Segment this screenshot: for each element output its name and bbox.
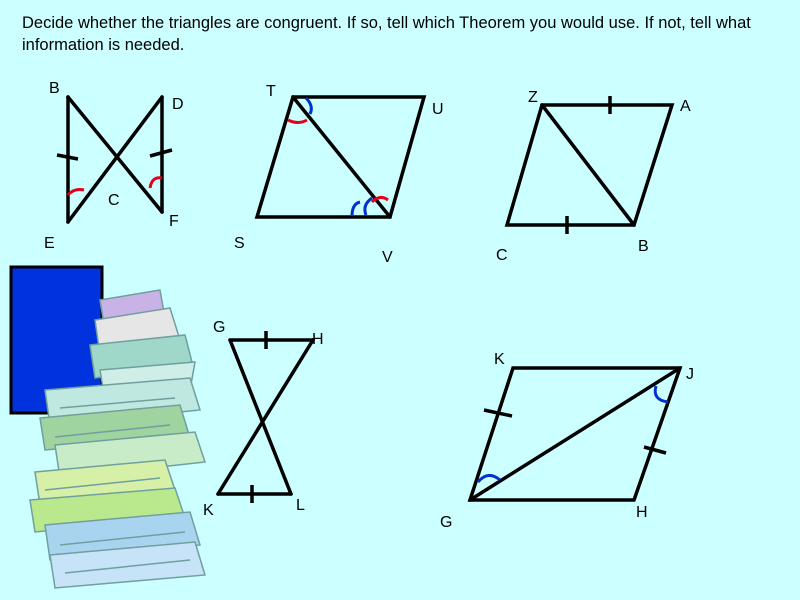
figure-quad-kjgh: [440, 351, 694, 531]
vertex-label-v: V: [382, 249, 393, 266]
tick-mark-jh: [644, 447, 666, 453]
vertex-label-h: H: [312, 331, 324, 348]
vertex-label-e: E: [44, 235, 55, 252]
vertex-label-t: T: [266, 83, 276, 100]
figure-quad-zacb: [496, 89, 691, 264]
vertex-label-h2: H: [636, 504, 648, 521]
segment-hk: [218, 340, 313, 494]
diagonal-zb: [542, 105, 634, 225]
vertex-label-g: G: [213, 319, 226, 336]
angle-mark-g: [478, 475, 500, 482]
angle-mark-v-red: [372, 197, 388, 202]
vertex-label-s: S: [234, 235, 245, 252]
angle-mark-e: [68, 190, 84, 195]
angle-mark-v-blue-2: [365, 198, 372, 215]
vertex-label-u: U: [432, 101, 444, 118]
diagonal-gj: [470, 368, 680, 500]
vertex-label-b: B: [49, 80, 60, 97]
vertex-label-g2: G: [440, 514, 453, 531]
figure-quad-tsuv: [234, 83, 444, 266]
segment-gl: [230, 340, 291, 494]
vertex-label-j: J: [686, 366, 694, 383]
vertex-label-d: D: [172, 96, 184, 113]
vertex-label-k: K: [203, 502, 214, 519]
angle-mark-f: [150, 178, 162, 188]
angle-mark-j: [655, 386, 668, 402]
instruction-text: Decide whether the triangles are congruent. If so, tell which Theorem you would use. If not, tell what information is needed.: [22, 14, 751, 54]
vertex-label-a: A: [680, 98, 691, 115]
vertex-label-z: Z: [528, 89, 538, 106]
angle-mark-t-red: [288, 120, 307, 123]
figure-bow-tie-ghkl: [203, 319, 324, 519]
vertex-label-c2: C: [496, 247, 508, 264]
tick-mark-be: [57, 155, 78, 159]
figure-bow-tie-bcdef: [44, 80, 184, 252]
vertex-label-l: L: [296, 497, 305, 514]
vertex-label-f: F: [169, 213, 179, 230]
vertex-label-c: C: [108, 192, 120, 209]
angle-mark-v-blue-1: [352, 202, 360, 216]
vertex-label-k2: K: [494, 351, 505, 368]
vertex-label-b2: B: [638, 238, 649, 255]
